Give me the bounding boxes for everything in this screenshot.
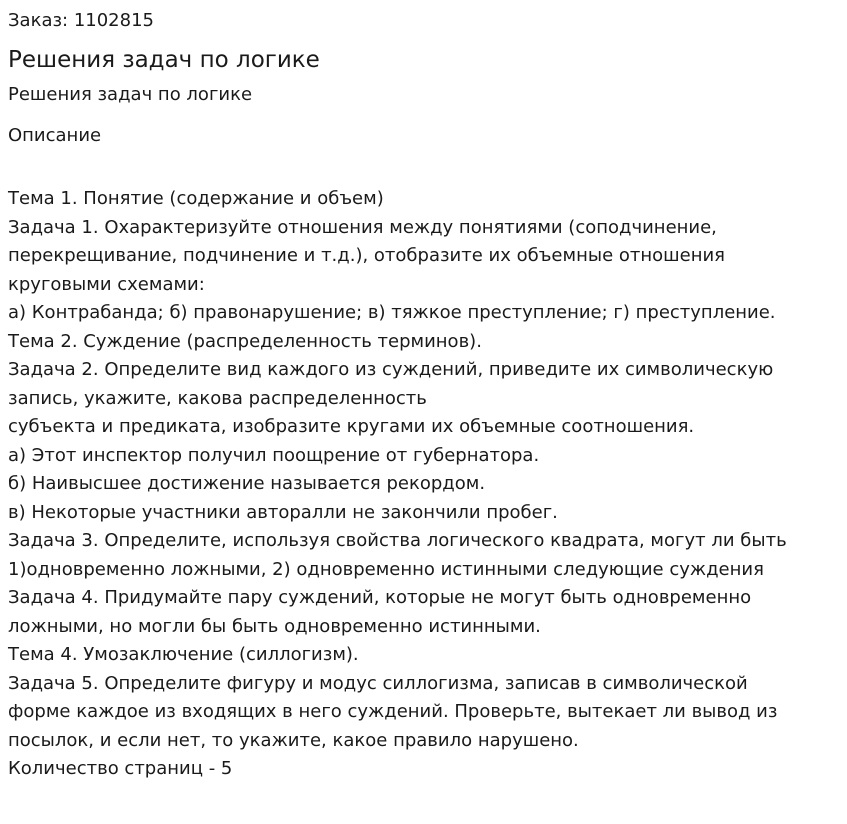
text-line: 1)одновременно ложными, 2) одновременно истинными следующие суждения — [8, 558, 764, 580]
text-line: а) Этот инспектор получил поощрение от губернатора. — [8, 444, 540, 466]
text-line: форме каждое из входящих в него суждений. Проверьте, вытекает ли вывод из — [8, 701, 778, 722]
text-line-topic-4: Тема 4. Умозаключение (силлогизм). — [8, 644, 359, 665]
text-line-task-3: Задача 3. Определите, используя свойства логического квадрата, могут ли быть — [8, 530, 787, 551]
page-count: Количество страниц - 5 — [8, 758, 233, 779]
page-subtitle: Решения задач по логике — [8, 84, 253, 105]
text-line-task-2: Задача 2. Определите вид каждого из суждений, приведите их символическую — [8, 359, 774, 380]
text-line-topic-1: Тема 1. Понятие (содержание и объем) — [8, 188, 384, 209]
order-number: Заказ: 1102815 — [8, 10, 154, 31]
text-line-task-1: Задача 1. Охарактеризуйте отношения между понятиями (соподчинение, — [8, 216, 717, 238]
text-line-task-5: Задача 5. Определите фигуру и модус силлогизма, записав в символической — [8, 672, 748, 694]
text-line: а) Контрабанда; б) правонарушение; в) тяжкое преступление; г) преступление. — [8, 302, 776, 323]
page-title: Решения задач по логике — [8, 47, 320, 73]
text-line: перекрещивание, подчинение и т.д.), отобразите их объемные отношения — [8, 245, 725, 266]
text-line-task-4: Задача 4. Придумайте пару суждений, которые не могут быть одновременно — [8, 587, 752, 608]
text-line: субъекта и предиката, изобразите кругами их объемные соотношения. — [8, 416, 695, 437]
text-line: б) Наивысшее достижение называется рекордом. — [8, 473, 486, 494]
description-heading: Описание — [8, 125, 102, 146]
text-line: запись, укажите, какова распределенность — [8, 387, 427, 409]
text-line: посылок, и если нет, то укажите, какое правило нарушено. — [8, 729, 579, 751]
text-line: круговыми схемами: — [8, 273, 205, 295]
description-body — [8, 185, 839, 784]
text-line-topic-2: Тема 2. Суждение (распределенность терминов). — [8, 330, 482, 352]
text-line: ложными, но могли бы быть одновременно истинными. — [8, 615, 541, 637]
text-line: в) Некоторые участники авторалли не закончили пробег. — [8, 501, 558, 523]
